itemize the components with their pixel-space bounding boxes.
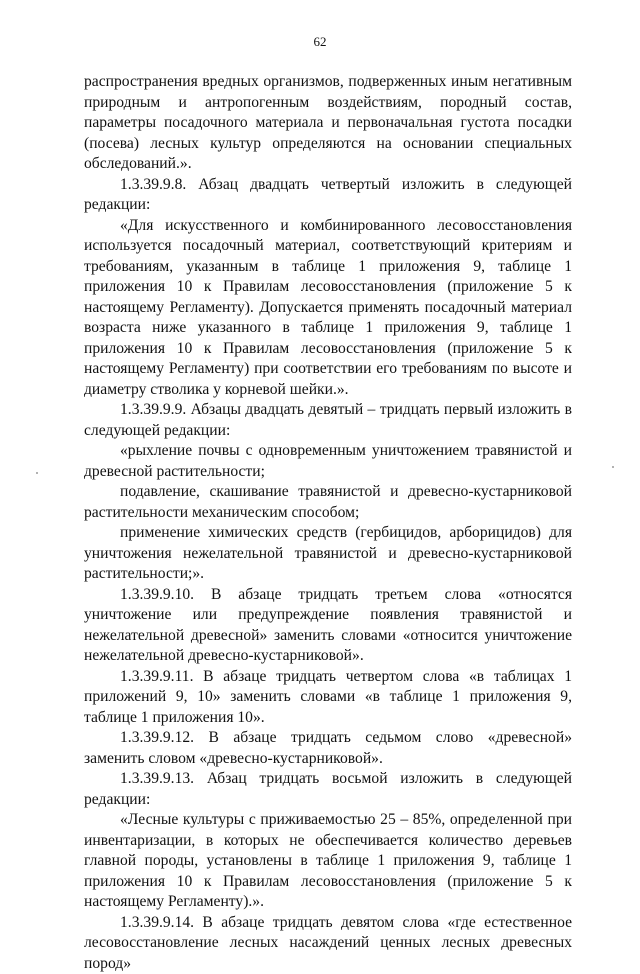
paragraph-quoted-mowing: подавление, скашивание травянистой и древесно-кустарниковой растительности механическим способом; (84, 482, 572, 523)
paragraph-amendment-1-3-39-9-14: 1.3.39.9.14. В абзаце тридцать девятом слова «где естественное лесовосстановление лесных насаждений ценных лесных древесных пород» (84, 913, 572, 974)
paragraph-amendment-1-3-39-9-8: 1.3.39.9.8. Абзац двадцать четвертый изложить в следующей редакции: (84, 175, 572, 216)
paragraph-continuation: распространения вредных организмов, подверженных иным негативным природным и антропогенным воздействиям, породный состав, параметры посадочного материала и первоначальная густота посадки (посева) лесных культур определяются на основании специальных обследований.». (84, 72, 572, 175)
paragraph-amendment-1-3-39-9-9: 1.3.39.9.9. Абзацы двадцать девятый – тридцать первый изложить в следующей редакции: (84, 400, 572, 441)
paragraph-quoted-forest-cultures: «Лесные культуры с приживаемостью 25 – 85%, определенной при инвентаризации, в которых не обеспечивается количество деревьев главной породы, установлены в таблице 1 приложения 9, таблице 1 приложения 10 к Правилам лесовосстановления (приложение 5 к настоящему Регламенту).». (84, 810, 572, 913)
document-body (84, 72, 572, 974)
paragraph-amendment-1-3-39-9-11: 1.3.39.9.11. В абзаце тридцать четвертом слова «в таблицах 1 приложений 9, 10» заменить словами «в таблице 1 приложения 9, таблице 1 приложения 10». (84, 667, 572, 729)
paragraph-quoted-soil-loosening: «рыхление почвы с одновременным уничтожением травянистой и древесной растительности; (84, 441, 572, 482)
scan-artifact-dot (36, 472, 38, 474)
paragraph-amendment-1-3-39-9-13: 1.3.39.9.13. Абзац тридцать восьмой изложить в следующей редакции: (84, 769, 572, 810)
paragraph-quoted-chemicals: применение химических средств (гербицидов, арборицидов) для уничтожения нежелательной травянистой и древесно-кустарниковой растительности;». (84, 523, 572, 585)
paragraph-amendment-1-3-39-9-10: 1.3.39.9.10. В абзаце тридцать третьем слова «относятся уничтожение или предупреждение появления травянистой и нежелательной древесной» заменить словами «относится уничтожение нежелательной древесно-кустарниковой». (84, 585, 572, 667)
paragraph-amendment-1-3-39-9-12: 1.3.39.9.12. В абзаце тридцать седьмом слово «древесной» заменить словом «древесно-кустарниковой». (84, 728, 572, 769)
scan-artifact-dot (612, 466, 614, 468)
page-number: 62 (0, 34, 640, 50)
paragraph-quoted-planting-material: «Для искусственного и комбинированного лесовосстановления используется посадочный материал, соответствующий критериям и требованиям, указанным в таблице 1 приложения 9, таблице 1 приложения 10 к Правилам лесовосстановления (приложение 5 к настоящему Регламенту). Допускается применять посадочный материал возраста ниже указанного в таблице 1 приложения 9, таблице 1 приложения 10 к Правилам лесовосстановления (приложение 5 к настоящему Регламенту) при соответствии его требованиям по высоте и диаметру стволика у корневой шейки.». (84, 216, 572, 401)
